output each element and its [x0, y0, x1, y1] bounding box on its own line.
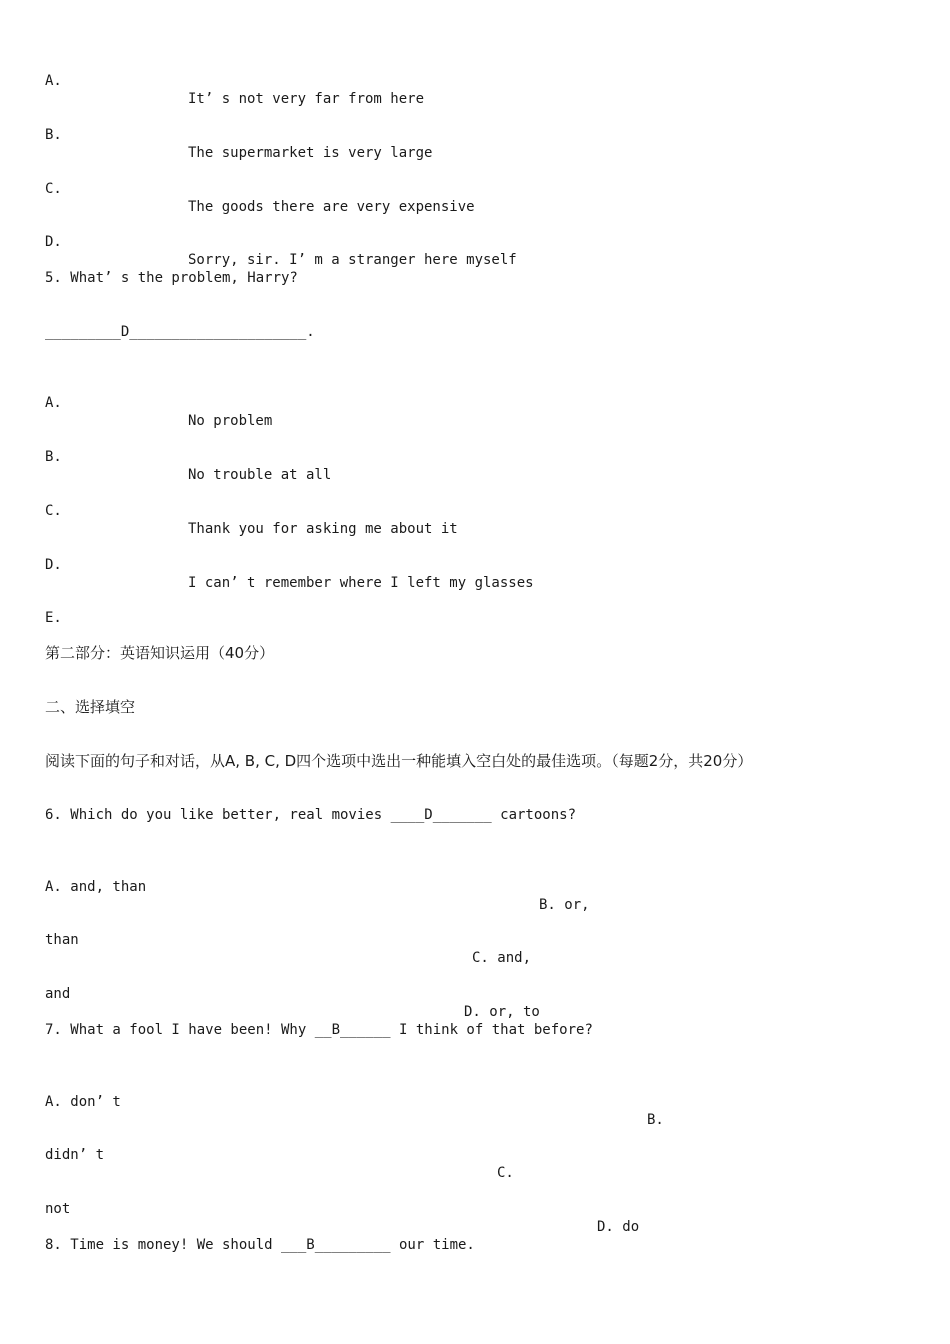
option-text: and	[45, 986, 71, 1002]
q8-question: 8. Time is money! We should ___B_________ our time.	[45, 1237, 475, 1253]
option-letter: B.	[45, 127, 62, 143]
q6-question: 6. Which do you like better, real movies ____D_______ cartoons?	[45, 807, 577, 823]
option-text: The goods there are very expensive	[188, 199, 475, 215]
option-letter: E.	[45, 610, 62, 626]
option-letter: C.	[45, 503, 62, 519]
q5-answer-line: _________D_____________________.	[45, 324, 315, 340]
option-text: B.	[647, 1112, 664, 1128]
option-text: D. do	[597, 1219, 640, 1235]
option-text: It’ s not very far from here	[188, 91, 425, 107]
option-text: C.	[497, 1165, 514, 1181]
option-text: D. or, to	[464, 1004, 540, 1020]
option-text: C. and,	[472, 950, 532, 966]
option-text: No problem	[188, 413, 273, 429]
q5-option-e	[0, 591, 62, 663]
option-text: than	[45, 932, 79, 948]
section-heading: 第二部分：英语知识运用（40分）	[45, 644, 275, 662]
q7-question: 7. What a fool I have been! Why __B______ I think of that before?	[45, 1022, 593, 1038]
option-text: Sorry, sir. I’ m a stranger here myself	[188, 252, 517, 268]
option-text: I can’ t remember where I left my glasses	[188, 575, 534, 591]
option-text: No trouble at all	[188, 467, 332, 483]
option-text: A. don’ t	[45, 1094, 121, 1110]
option-letter: D.	[45, 557, 62, 573]
q5-question: 5. What’ s the problem, Harry?	[45, 270, 298, 286]
option-letter: A.	[45, 395, 62, 411]
option-text: Thank you for asking me about it	[188, 521, 458, 537]
section-subheading: 二、选择填空	[45, 698, 136, 716]
section-instructions: 阅读下面的句子和对话，从A, B, C, D四个选项中选出一种能填入空白处的最佳选项。（每题2分，共20分）	[45, 752, 753, 770]
option-letter: A.	[45, 73, 62, 89]
option-letter: B.	[45, 449, 62, 465]
option-text: B. or,	[539, 897, 590, 913]
option-text: didn’ t	[45, 1147, 105, 1163]
option-text: The supermarket is very large	[188, 145, 433, 161]
option-text: not	[45, 1201, 71, 1217]
option-letter: C.	[45, 181, 62, 197]
option-text: A. and, than	[45, 879, 147, 895]
option-letter: D.	[45, 234, 62, 250]
